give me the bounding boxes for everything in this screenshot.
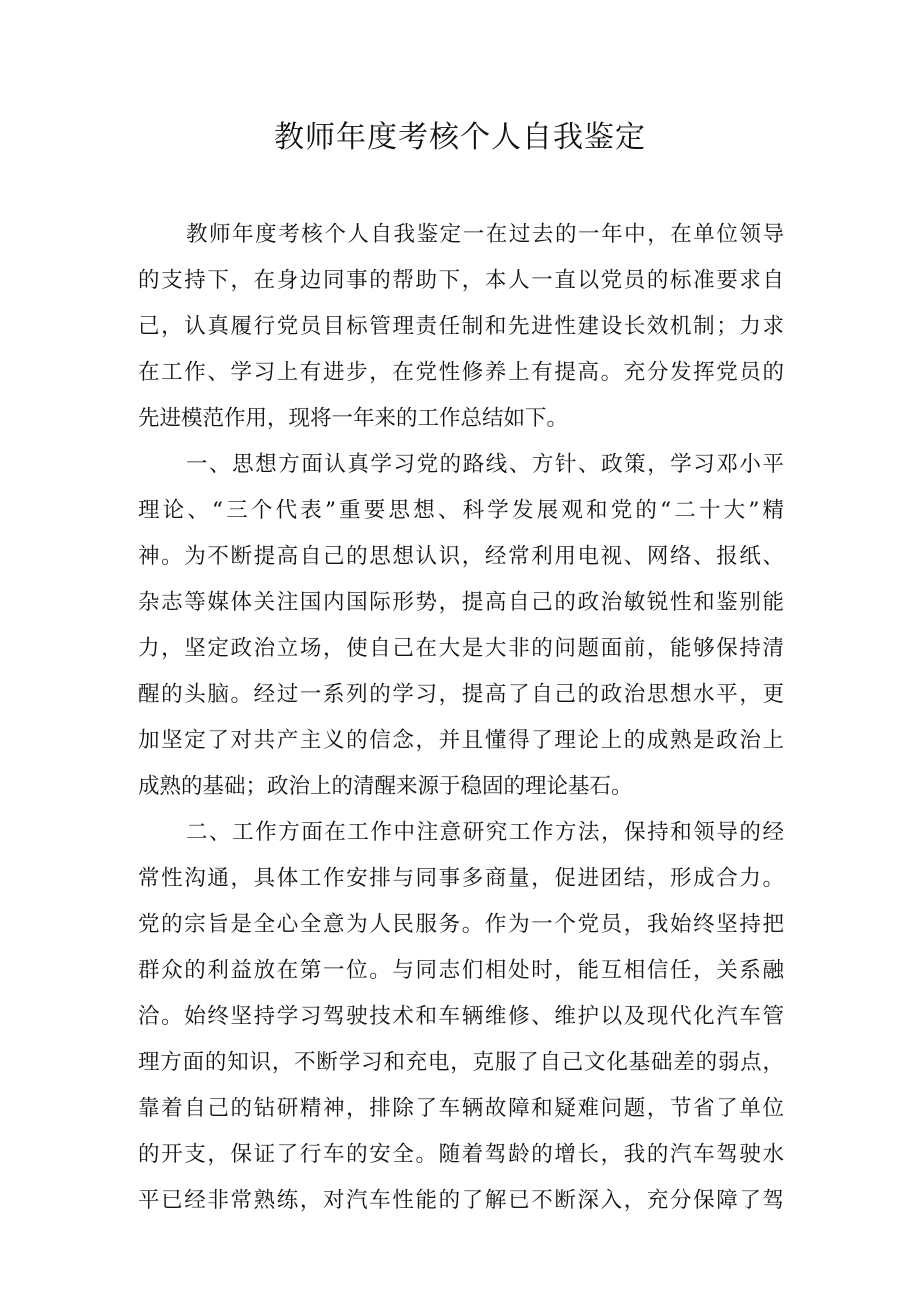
document-title: 教师年度考核个人自我鉴定 — [274, 120, 646, 155]
text-line: 靠着自己的钻研精神，排除了车辆故障和疑难问题，节省了单位 — [138, 1096, 784, 1121]
text-line: 醒的头脑。经过一系列的学习，提高了自己的政治思想水平，更 — [138, 682, 784, 707]
text-line: 群众的利益放在第一位。与同志们相处时，能互相信任，关系融 — [138, 958, 784, 983]
text-line: 党的宗旨是全心全意为人民服务。作为一个党员，我始终坚持把 — [138, 912, 784, 937]
document-body — [138, 212, 784, 1224]
text-line: 二、工作方面在工作中注意研究工作方法，保持和领导的经 — [186, 820, 784, 845]
text-line: 己，认真履行党员目标管理责任制和先进性建设长效机制；力求 — [138, 314, 784, 339]
text-line: 加坚定了对共产主义的信念，并且懂得了理论上的成熟是政治上 — [138, 728, 784, 753]
text-line: 平已经非常熟练，对汽车性能的了解已不断深入，充分保障了驾 — [138, 1188, 784, 1213]
text-line: 理论、“三个代表”重要思想、科学发展观和党的“二十大”精 — [138, 498, 784, 523]
text-line: 神。为不断提高自己的思想认识，经常利用电视、网络、报纸、 — [138, 544, 784, 569]
text-line: 洽。始终坚持学习驾驶技术和车辆维修、维护以及现代化汽车管 — [138, 1004, 784, 1029]
text-line: 力，坚定政治立场，使自己在大是大非的问题面前，能够保持清 — [138, 636, 784, 661]
text-line: 常性沟通，具体工作安排与同事多商量，促进团结，形成合力。 — [138, 866, 784, 891]
text-line: 的支持下，在身边同事的帮助下，本人一直以党员的标准要求自 — [138, 268, 784, 293]
text-line: 一、思想方面认真学习党的路线、方针、政策，学习邓小平 — [186, 452, 784, 477]
text-line: 理方面的知识，不断学习和充电，克服了自己文化基础差的弱点， — [138, 1050, 784, 1075]
text-line: 的开支，保证了行车的安全。随着驾龄的增长，我的汽车驾驶水 — [138, 1142, 784, 1167]
text-line: 先进模范作用，现将一年来的工作总结如下。 — [138, 406, 569, 431]
text-line: 在工作、学习上有进步，在党性修养上有提高。充分发挥党员的 — [138, 360, 784, 385]
text-line: 教师年度考核个人自我鉴定一在过去的一年中，在单位领导 — [186, 222, 784, 247]
text-line: 成熟的基础；政治上的清醒来源于稳固的理论基石。 — [138, 774, 633, 799]
text-line: 杂志等媒体关注国内国际形势，提高自己的政治敏锐性和鉴别能 — [138, 590, 784, 615]
